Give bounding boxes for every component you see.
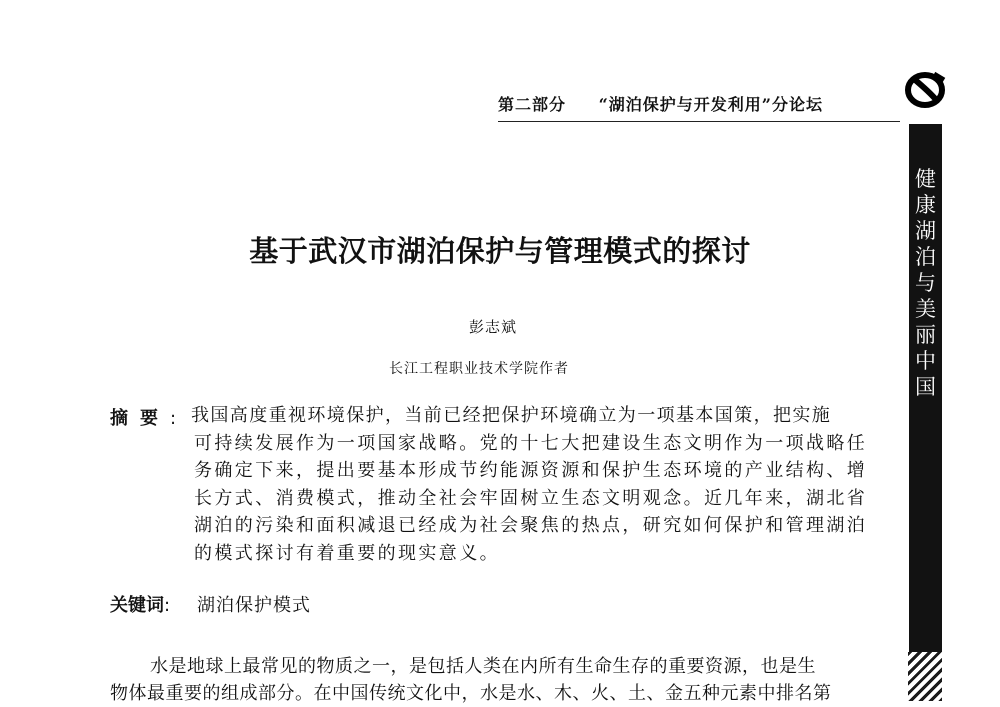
journal-logo-icon [900,68,950,112]
abstract-line: 长方式、消费模式，推动全社会牢固树立生态文明观念。近几年来，湖北省 [194,487,868,509]
keywords-text: 湖泊保护模式 [197,595,311,616]
sidebar-char: 丽 [915,323,936,347]
article-author: 彭志斌 [469,318,518,336]
sidebar-char: 美 [915,297,936,321]
sidebar-char: 国 [915,375,936,399]
header-forum: “湖泊保护与开发利用”分论坛 [598,95,824,114]
header-section: 第二部分 [498,95,567,114]
sidebar-hatch-decoration [908,652,942,701]
article-title: 基于武汉市湖泊保护与管理模式的探讨 [249,234,751,268]
abstract-label: 摘要: [110,408,177,429]
sidebar-char: 健 [915,167,936,191]
sidebar-char: 与 [915,271,936,295]
abstract-line: 我国高度重视环境保护，当前已经把保护环境确立为一项基本国策，把实施 [191,405,832,426]
article-affiliation: 长江工程职业技术学院作者 [389,361,569,377]
sidebar-char: 湖 [915,219,936,243]
abstract-line: 湖泊的污染和面积减退已经成为社会聚焦的热点，研究如何保护和管理湖泊 [194,515,868,536]
running-header [498,92,898,115]
keywords-label: 关键词: [110,595,171,616]
sidebar-char: 泊 [915,245,936,269]
body-paragraph [110,653,910,707]
body-line: 水是地球上最常见的物质之一，是包括人类在内所有生命生存的重要资源，也是生 [150,656,816,677]
abstract-line: 可持续发展作为一项国家战略。党的十七大把建设生态文明作为一项战略任 [194,432,868,454]
body-line: 物体最重要的组成部分。在中国传统文化中，水是水、木、火、土、金五种元素中排名第 [110,683,832,704]
header-rule [498,121,900,122]
sidebar-title [909,166,942,400]
abstract-line: 务确定下来，提出要基本形成节约能源资源和保护生态环境的产业结构、增 [194,460,868,481]
abstract-line: 的模式探讨有着重要的现实意义。 [194,542,500,564]
sidebar-char: 中 [915,349,936,373]
abstract-body [191,402,906,567]
sidebar-char: 康 [915,193,936,217]
